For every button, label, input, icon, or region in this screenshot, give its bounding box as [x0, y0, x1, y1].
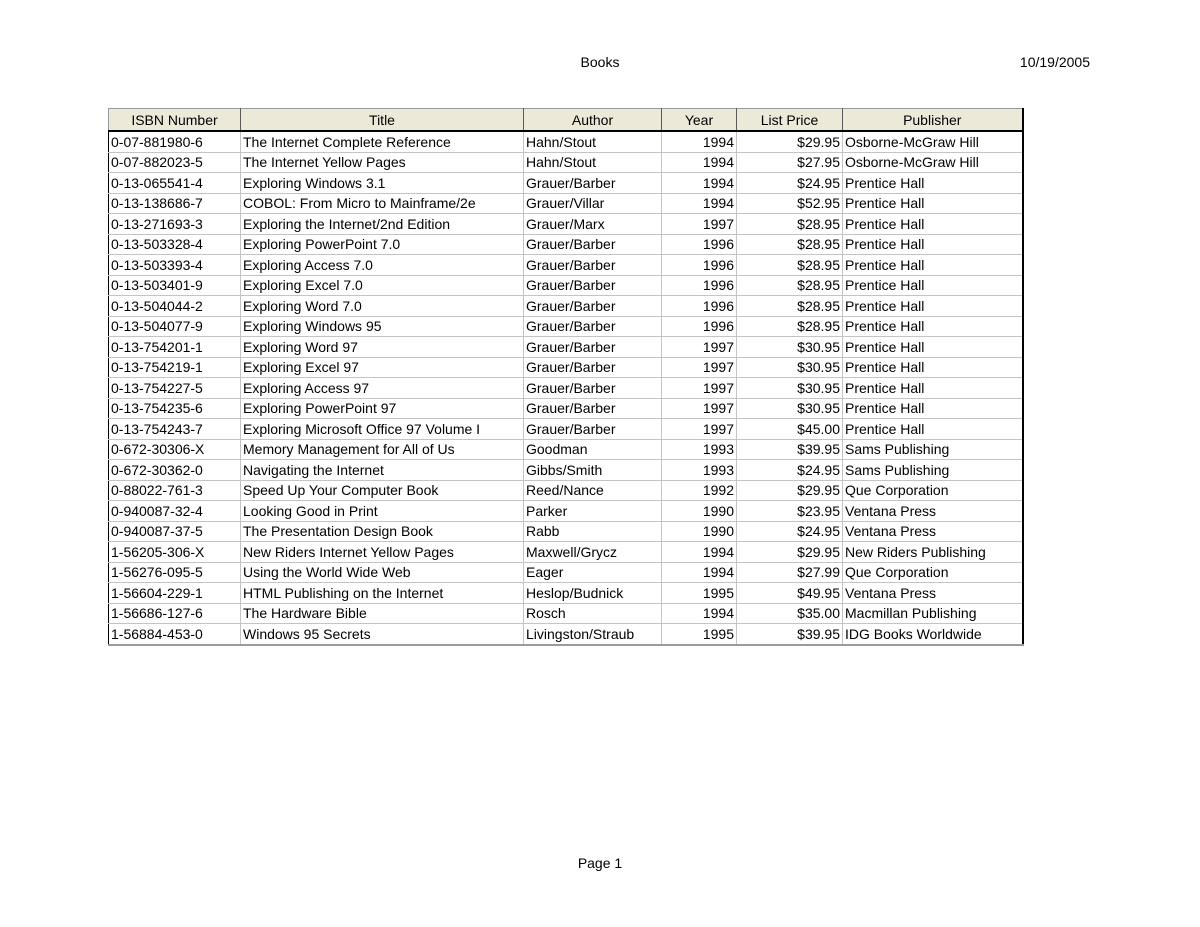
cell-isbn: 1-56686-127-6: [109, 603, 241, 624]
cell-author: Rosch: [524, 603, 662, 624]
cell-title: Exploring Excel 7.0: [241, 275, 524, 296]
cell-publisher: Prentice Hall: [843, 378, 1023, 399]
table-row: [109, 173, 1023, 194]
table-row: [109, 603, 1023, 624]
cell-title: The Internet Yellow Pages: [241, 152, 524, 173]
table-row: [109, 542, 1023, 563]
cell-year: 1997: [662, 378, 737, 399]
cell-title: Using the World Wide Web: [241, 562, 524, 583]
cell-author: Livingston/Straub: [524, 624, 662, 645]
cell-publisher: Ventana Press: [843, 501, 1023, 522]
cell-publisher: Prentice Hall: [843, 173, 1023, 194]
cell-year: 1994: [662, 152, 737, 173]
cell-list-price: $28.95: [737, 255, 843, 276]
cell-year: 1997: [662, 214, 737, 235]
page-title: Books: [580, 54, 620, 70]
cell-isbn: 0-13-503393-4: [109, 255, 241, 276]
cell-year: 1994: [662, 603, 737, 624]
cell-author: Grauer/Barber: [524, 173, 662, 194]
cell-publisher: Sams Publishing: [843, 439, 1023, 460]
table-row: [109, 378, 1023, 399]
cell-publisher: Prentice Hall: [843, 234, 1023, 255]
cell-isbn: 0-13-754227-5: [109, 378, 241, 399]
cell-year: 1996: [662, 316, 737, 337]
cell-list-price: $24.95: [737, 521, 843, 542]
cell-publisher: Que Corporation: [843, 562, 1023, 583]
cell-publisher: Prentice Hall: [843, 398, 1023, 419]
table-row: [109, 234, 1023, 255]
cell-year: 1990: [662, 501, 737, 522]
cell-title: Exploring Word 97: [241, 337, 524, 358]
cell-list-price: $39.95: [737, 439, 843, 460]
cell-author: Grauer/Barber: [524, 419, 662, 440]
cell-list-price: $23.95: [737, 501, 843, 522]
cell-title: Navigating the Internet: [241, 460, 524, 481]
cell-isbn: 0-13-138686-7: [109, 193, 241, 214]
cell-title: COBOL: From Micro to Mainframe/2e: [241, 193, 524, 214]
cell-author: Grauer/Barber: [524, 378, 662, 399]
cell-author: Grauer/Barber: [524, 398, 662, 419]
cell-year: 1993: [662, 439, 737, 460]
cell-author: Heslop/Budnick: [524, 583, 662, 604]
cell-year: 1997: [662, 398, 737, 419]
cell-author: Gibbs/Smith: [524, 460, 662, 481]
cell-publisher: Que Corporation: [843, 480, 1023, 501]
table-row: [109, 583, 1023, 604]
cell-author: Grauer/Villar: [524, 193, 662, 214]
cell-list-price: $30.95: [737, 337, 843, 358]
table-row: [109, 624, 1023, 645]
cell-title: The Presentation Design Book: [241, 521, 524, 542]
cell-author: Rabb: [524, 521, 662, 542]
cell-isbn: 0-672-30362-0: [109, 460, 241, 481]
cell-year: 1994: [662, 193, 737, 214]
cell-isbn: 1-56884-453-0: [109, 624, 241, 645]
cell-list-price: $27.99: [737, 562, 843, 583]
cell-year: 1994: [662, 562, 737, 583]
cell-isbn: 1-56276-095-5: [109, 562, 241, 583]
cell-author: Grauer/Barber: [524, 296, 662, 317]
cell-isbn: 1-56604-229-1: [109, 583, 241, 604]
table-row: [109, 316, 1023, 337]
cell-author: Grauer/Barber: [524, 357, 662, 378]
cell-publisher: Ventana Press: [843, 521, 1023, 542]
table-row: [109, 419, 1023, 440]
table-row: [109, 296, 1023, 317]
cell-publisher: Ventana Press: [843, 583, 1023, 604]
cell-list-price: $28.95: [737, 296, 843, 317]
cell-year: 1990: [662, 521, 737, 542]
cell-list-price: $28.95: [737, 275, 843, 296]
cell-year: 1995: [662, 624, 737, 645]
table-row: [109, 439, 1023, 460]
cell-year: 1997: [662, 419, 737, 440]
cell-publisher: Macmillan Publishing: [843, 603, 1023, 624]
cell-isbn: 0-13-754235-6: [109, 398, 241, 419]
cell-isbn: 0-13-754243-7: [109, 419, 241, 440]
table-row: [109, 214, 1023, 235]
cell-list-price: $29.95: [737, 480, 843, 501]
table-row: [109, 521, 1023, 542]
table-row: [109, 357, 1023, 378]
column-header-title: Title: [241, 109, 524, 132]
cell-isbn: 0-07-881980-6: [109, 131, 241, 152]
cell-isbn: 0-13-754219-1: [109, 357, 241, 378]
cell-author: Hahn/Stout: [524, 131, 662, 152]
cell-year: 1994: [662, 131, 737, 152]
table-row: [109, 193, 1023, 214]
cell-isbn: 0-13-503401-9: [109, 275, 241, 296]
cell-isbn: 0-940087-32-4: [109, 501, 241, 522]
column-header-author: Author: [524, 109, 662, 132]
cell-year: 1994: [662, 542, 737, 563]
cell-title: Windows 95 Secrets: [241, 624, 524, 645]
column-header-list-price: List Price: [737, 109, 843, 132]
cell-title: Looking Good in Print: [241, 501, 524, 522]
cell-publisher: Prentice Hall: [843, 275, 1023, 296]
cell-title: Exploring Word 7.0: [241, 296, 524, 317]
cell-publisher: Prentice Hall: [843, 337, 1023, 358]
cell-list-price: $24.95: [737, 460, 843, 481]
cell-year: 1995: [662, 583, 737, 604]
cell-year: 1996: [662, 255, 737, 276]
column-header-year: Year: [662, 109, 737, 132]
cell-list-price: $35.00: [737, 603, 843, 624]
cell-author: Hahn/Stout: [524, 152, 662, 173]
table-row: [109, 152, 1023, 173]
cell-publisher: Prentice Hall: [843, 296, 1023, 317]
cell-list-price: $29.95: [737, 131, 843, 152]
page-number: Page 1: [577, 855, 623, 871]
cell-year: 1993: [662, 460, 737, 481]
cell-title: Exploring Microsoft Office 97 Volume I: [241, 419, 524, 440]
table-row: [109, 275, 1023, 296]
cell-title: Exploring Windows 95: [241, 316, 524, 337]
cell-year: 1997: [662, 357, 737, 378]
table-row: [109, 501, 1023, 522]
table-row: [109, 255, 1023, 276]
column-header-publisher: Publisher: [843, 109, 1023, 132]
cell-author: Eager: [524, 562, 662, 583]
cell-isbn: 0-672-30306-X: [109, 439, 241, 460]
table-row: [109, 337, 1023, 358]
cell-author: Grauer/Barber: [524, 275, 662, 296]
table-row: [109, 562, 1023, 583]
cell-publisher: Osborne-McGraw Hill: [843, 131, 1023, 152]
cell-title: Speed Up Your Computer Book: [241, 480, 524, 501]
cell-title: Exploring Access 7.0: [241, 255, 524, 276]
cell-list-price: $28.95: [737, 214, 843, 235]
table-row: [109, 131, 1023, 152]
cell-title: The Hardware Bible: [241, 603, 524, 624]
cell-year: 1992: [662, 480, 737, 501]
cell-publisher: New Riders Publishing: [843, 542, 1023, 563]
cell-year: 1997: [662, 337, 737, 358]
table-row: [109, 460, 1023, 481]
cell-publisher: Osborne-McGraw Hill: [843, 152, 1023, 173]
cell-list-price: $45.00: [737, 419, 843, 440]
cell-publisher: Prentice Hall: [843, 357, 1023, 378]
books-table: [108, 108, 1024, 646]
cell-title: Exploring Access 97: [241, 378, 524, 399]
cell-title: HTML Publishing on the Internet: [241, 583, 524, 604]
cell-year: 1996: [662, 275, 737, 296]
cell-publisher: IDG Books Worldwide: [843, 624, 1023, 645]
cell-list-price: $30.95: [737, 378, 843, 399]
cell-isbn: 0-13-754201-1: [109, 337, 241, 358]
cell-publisher: Prentice Hall: [843, 419, 1023, 440]
cell-author: Reed/Nance: [524, 480, 662, 501]
cell-author: Grauer/Barber: [524, 234, 662, 255]
cell-year: 1996: [662, 296, 737, 317]
cell-author: Goodman: [524, 439, 662, 460]
cell-isbn: 0-13-504077-9: [109, 316, 241, 337]
cell-year: 1994: [662, 173, 737, 194]
cell-author: Grauer/Barber: [524, 316, 662, 337]
cell-author: Grauer/Barber: [524, 255, 662, 276]
cell-title: New Riders Internet Yellow Pages: [241, 542, 524, 563]
table-body: [109, 131, 1023, 645]
column-header-isbn: ISBN Number: [109, 109, 241, 132]
cell-title: Exploring PowerPoint 97: [241, 398, 524, 419]
cell-year: 1996: [662, 234, 737, 255]
cell-isbn: 0-13-504044-2: [109, 296, 241, 317]
table-row: [109, 398, 1023, 419]
cell-list-price: $27.95: [737, 152, 843, 173]
cell-isbn: 0-88022-761-3: [109, 480, 241, 501]
cell-list-price: $30.95: [737, 357, 843, 378]
cell-list-price: $29.95: [737, 542, 843, 563]
cell-list-price: $49.95: [737, 583, 843, 604]
cell-list-price: $30.95: [737, 398, 843, 419]
cell-list-price: $28.95: [737, 234, 843, 255]
cell-list-price: $52.95: [737, 193, 843, 214]
cell-author: Maxwell/Grycz: [524, 542, 662, 563]
cell-list-price: $28.95: [737, 316, 843, 337]
table-header-row: [109, 109, 1023, 132]
cell-isbn: 1-56205-306-X: [109, 542, 241, 563]
cell-list-price: $24.95: [737, 173, 843, 194]
cell-author: Grauer/Marx: [524, 214, 662, 235]
table-row: [109, 480, 1023, 501]
cell-list-price: $39.95: [737, 624, 843, 645]
cell-author: Grauer/Barber: [524, 337, 662, 358]
cell-publisher: Sams Publishing: [843, 460, 1023, 481]
cell-isbn: 0-13-065541-4: [109, 173, 241, 194]
cell-publisher: Prentice Hall: [843, 214, 1023, 235]
print-date: 10/19/2005: [1019, 54, 1090, 70]
cell-author: Parker: [524, 501, 662, 522]
cell-isbn: 0-13-271693-3: [109, 214, 241, 235]
cell-isbn: 0-07-882023-5: [109, 152, 241, 173]
cell-title: Exploring PowerPoint 7.0: [241, 234, 524, 255]
cell-isbn: 0-940087-37-5: [109, 521, 241, 542]
cell-title: Exploring Excel 97: [241, 357, 524, 378]
cell-title: Exploring the Internet/2nd Edition: [241, 214, 524, 235]
cell-title: The Internet Complete Reference: [241, 131, 524, 152]
cell-isbn: 0-13-503328-4: [109, 234, 241, 255]
cell-title: Exploring Windows 3.1: [241, 173, 524, 194]
cell-title: Memory Management for All of Us: [241, 439, 524, 460]
cell-publisher: Prentice Hall: [843, 316, 1023, 337]
cell-publisher: Prentice Hall: [843, 193, 1023, 214]
cell-publisher: Prentice Hall: [843, 255, 1023, 276]
